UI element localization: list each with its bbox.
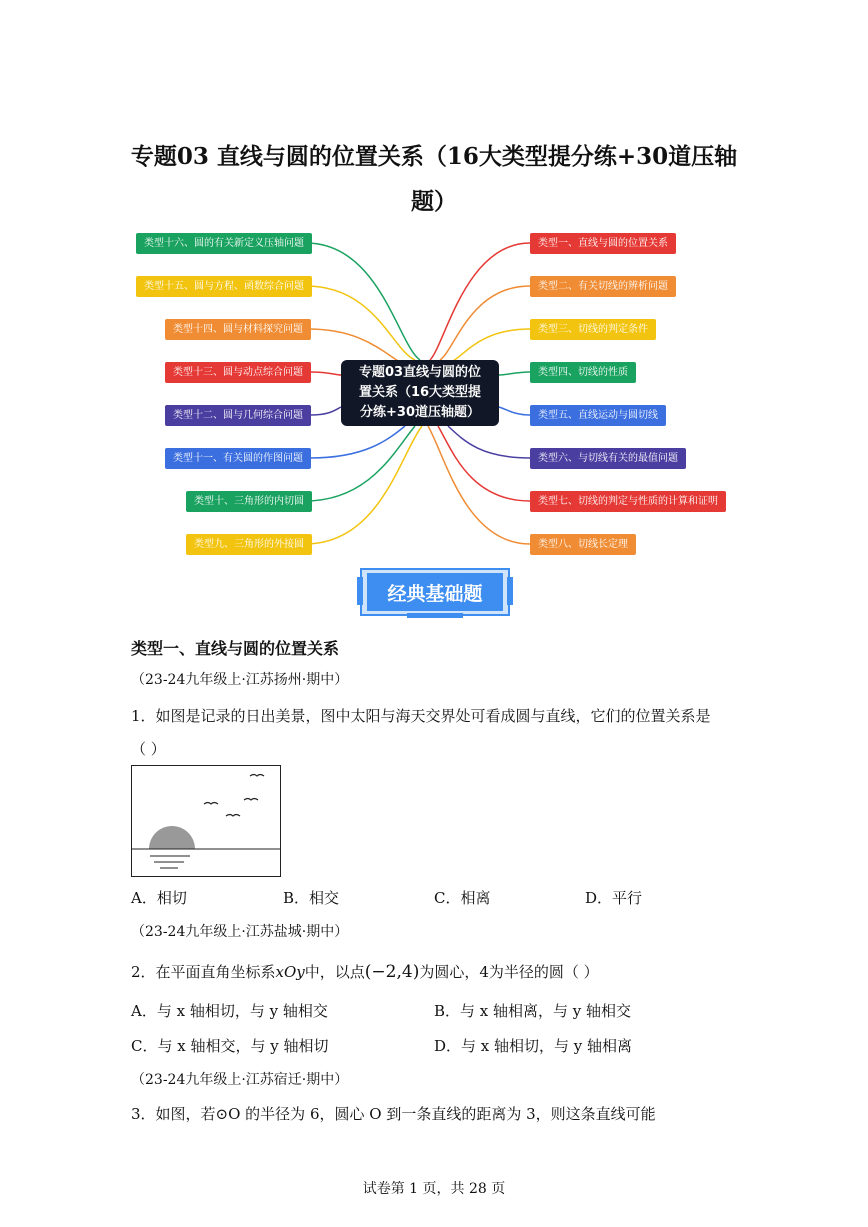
mind-node-right-8: 类型八、切线长定理 <box>530 534 636 555</box>
mind-node-right-2: 类型二、有关切线的辨析问题 <box>530 276 676 297</box>
q2-stem-part-b: 中，以点 <box>304 963 365 981</box>
q1-sunrise-figure <box>131 765 281 877</box>
q1-option-a: A．相切 <box>131 889 187 907</box>
q2-stem-part-c: 为圆心，4为半径的圆（ ） <box>419 963 599 981</box>
mind-node-right-4: 类型四、切线的性质 <box>530 362 636 383</box>
mind-center-line-3: 分练+30道压轴题） <box>360 405 480 420</box>
bird-icon <box>244 799 258 801</box>
mind-node-left-3: 类型十四、圆与材料探究问题 <box>165 319 311 340</box>
mind-node-right-6: 类型六、与切线有关的最值问题 <box>530 448 686 469</box>
mind-node-left-8: 类型九、三角形的外接圆 <box>186 534 312 555</box>
page-title-line-1: 专题03 直线与圆的位置关系（16大类型提分练+30道压轴 <box>130 143 738 170</box>
q2-stem-part-a: 2．在平面直角坐标系 <box>131 963 276 981</box>
q2-stem <box>131 961 599 982</box>
q2-option-c: C．与 x 轴相交，与 y 轴相切 <box>131 1037 329 1055</box>
section-heading: 类型一、直线与圆的位置关系 <box>131 639 340 658</box>
bird-icon <box>204 803 218 805</box>
mind-node-left-1: 类型十六、圆的有关新定义压轴问题 <box>136 233 312 254</box>
q1-answer-paren: （ ） <box>131 740 166 758</box>
badge-label: 经典基础题 <box>387 583 483 605</box>
section-badge <box>357 567 513 619</box>
mind-center-line-2: 置关系（16大类型提 <box>358 385 482 400</box>
mind-node-right-3: 类型三、切线的判定条件 <box>530 319 656 340</box>
mind-center-line-1: 专题03直线与圆的位 <box>358 365 482 380</box>
q3-stem: 3．如图，若⊙O 的半径为 6，圆心 O 到一条直线的距离为 3，则这条直线可能 <box>131 1105 656 1123</box>
mind-node-right-5: 类型五、直线运动与圆切线 <box>530 405 666 426</box>
bird-icon <box>250 775 264 777</box>
q3-source: （23-24九年级上·江苏宿迁·期中） <box>131 1072 349 1088</box>
q2-source: （23-24九年级上·江苏盐城·期中） <box>131 924 349 940</box>
q1-option-c: C．相离 <box>434 889 491 907</box>
page-title-line-2: 题） <box>411 188 457 215</box>
q2-option-d: D．与 x 轴相切，与 y 轴相离 <box>434 1037 633 1055</box>
mind-node-right-1: 类型一、直线与圆的位置关系 <box>530 233 676 254</box>
mind-node-left-7: 类型十、三角形的内切圆 <box>186 491 312 512</box>
mind-node-right-7: 类型七、切线的判定与性质的计算和证明 <box>530 491 726 512</box>
page-footer: 试卷第 1 页，共 28 页 <box>362 1181 506 1197</box>
q2-option-a: A．与 x 轴相切，与 y 轴相交 <box>131 1002 328 1020</box>
q2-stem-variable: xOy <box>275 963 305 981</box>
q1-option-d: D．平行 <box>585 889 643 907</box>
mind-map <box>130 225 740 565</box>
q1-source: （23-24九年级上·江苏扬州·期中） <box>131 672 349 688</box>
mind-node-left-5: 类型十二、圆与几何综合问题 <box>165 405 311 426</box>
sunrise-drawing <box>132 766 280 876</box>
mind-node-left-4: 类型十三、圆与动点综合问题 <box>165 362 311 383</box>
mind-map-center <box>341 360 499 426</box>
q1-option-b: B．相交 <box>283 889 340 907</box>
bird-icon <box>226 815 240 817</box>
q2-option-b: B．与 x 轴相离，与 y 轴相交 <box>434 1002 632 1020</box>
mind-node-left-6: 类型十一、有关圆的作图问题 <box>165 448 311 469</box>
q2-stem-point: (−2,4) <box>364 962 420 982</box>
q1-stem: 1．如图是记录的日出美景，图中太阳与海天交界处可看成圆与直线，它们的位置关系是 <box>131 707 711 725</box>
mind-node-left-2: 类型十五、圆与方程、函数综合问题 <box>136 276 312 297</box>
sun-shape <box>149 826 195 849</box>
